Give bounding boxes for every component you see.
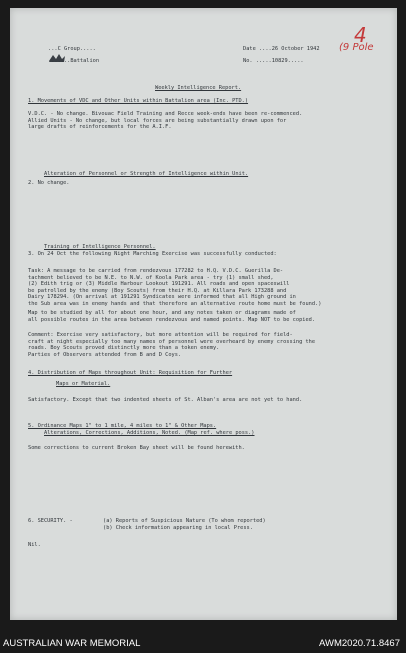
group-line: ...C Group..... (48, 46, 96, 52)
section-1-line: V.D.C. - No change. Bivouac Field Training and Recce week-ends have been re-commenced. (28, 111, 303, 117)
comment-line: roads. Boy Scouts proved distinctly more than a token enemy. (28, 345, 220, 351)
archive-footer (0, 634, 406, 653)
section-4-heading: 4. Distribution of Maps throughout Unit: Requisition for Further (28, 370, 233, 376)
date-label: Date (243, 46, 256, 52)
section-2-body: 2. No change. (28, 180, 70, 186)
section-1-heading: 1. Movements of VDC and Other Units within Battalion area (Inc. PTD.) (28, 98, 249, 104)
number-label: No. (243, 58, 253, 64)
handwritten-note: (9 Pole (339, 42, 374, 53)
section-2-heading: Alteration of Personnel or Strength of Intelligence within Unit. (44, 171, 249, 177)
section-6-item-a: (a) Reports of Suspicious Nature (To whom reported) (103, 518, 266, 524)
comment-line: Comment: Exercise very satisfactory, but more attention will be required for field- (28, 332, 293, 338)
comment-line: craft at night especially too many names of personnel were overheard by enemy crossing the (28, 338, 316, 345)
task-line: the Sub area was in enemy hands and that therefore an alternative route home must be found.) (28, 300, 322, 307)
footer-institution: AUSTRALIAN WAR MEMORIAL (3, 638, 141, 649)
section-5-heading-cont: Alterations, Corrections, Additions, Noted. (Map ref. where poss.) (44, 430, 255, 436)
date-line: Date ....26 October 1942 (243, 46, 320, 52)
document-page (10, 8, 397, 620)
section-4-body: Satisfactory. Except that two indented sheets of St. Alban's area are not yet to hand. (28, 397, 303, 403)
task-line: (2) Edith trig or (3) Middle Harbour Lookout 191291. All roads and open spaceswill (28, 281, 290, 287)
report-title: Weekly Intelligence Report. (155, 85, 242, 91)
section-5-body: Some corrections to current Broken Bay sheet will be found herewith. (28, 445, 245, 451)
number-line: No. .....10829..... (243, 58, 304, 64)
section-1-line: large drafts of reinforcements for the A.I.F. (28, 124, 172, 130)
battalion-line: .......Battalion (48, 58, 100, 64)
map-note-line: Map to be studied by all for about one hour, and any notes taken or diagrams made of (28, 310, 296, 316)
task-line: Dairy 178294. (On arrival at 191291 Syndicates were informed that all High ground in (28, 294, 296, 300)
task-line: be patrolled by the enemy (Boy Scouts) from their H.Q. at Killara Park 173288 and (28, 287, 287, 294)
comment-line: Parties of Observers attended from B and D Coys. (28, 351, 182, 358)
section-6-label: 6. SECURITY. - (28, 518, 73, 524)
task-line: Task: A message to be carried from rendezvous 177282 to H.Q. V.D.C. Guerilla De- (28, 268, 284, 274)
number-value: 10829 (271, 58, 288, 64)
map-note-line: all possible routes in the area between rendezvous and named points. Map NOT to be copied. (28, 316, 316, 323)
section-3-intro: 3. On 24 Oct the following Night Marching Exercise was successfully conducted: (28, 251, 277, 257)
nil-text: Nil. (28, 542, 41, 548)
battalion-text: Battalion (70, 58, 100, 64)
footer-accession-number: AWM2020.71.8467 (319, 638, 400, 649)
section-6-item-b: (b) Check information appearing in local Press. (103, 525, 253, 531)
section-4-heading-cont: Maps or Material. (56, 381, 111, 387)
date-value: 26 October 1942 (271, 46, 320, 52)
handwritten-number: 4 (354, 23, 367, 47)
group-text: C Group (57, 46, 80, 52)
section-5-heading: 5. Ordinance Maps 1" to 1 mile, 4 miles to 1" & Other Maps. (28, 423, 217, 429)
section-1-line: Allied Units - No change, but local forces are being substantially drawn upon for (28, 117, 287, 124)
section-3-heading: Training of Intelligence Personnel. (44, 244, 156, 250)
task-line: tachment believed to be N.E. to N.W. of Koola Park area - try (1) small shed, (28, 274, 274, 281)
